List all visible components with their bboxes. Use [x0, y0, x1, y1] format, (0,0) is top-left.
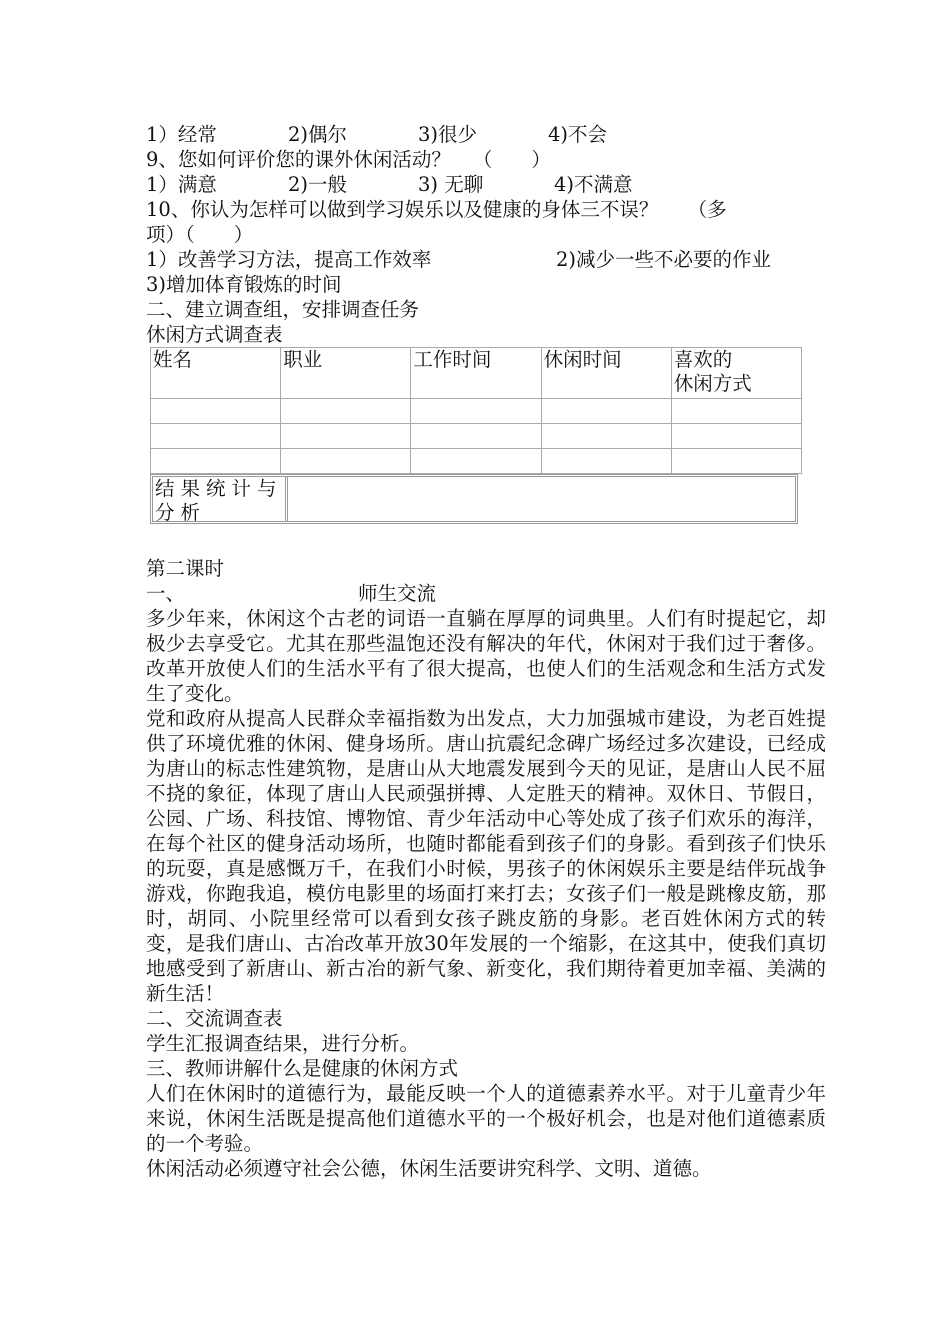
table-row [151, 399, 802, 424]
table-row [151, 424, 802, 449]
q8-option-4: 4)不会 [548, 123, 608, 146]
q9-option-1: 1）满意 [146, 173, 217, 196]
survey-table [150, 347, 802, 474]
q9-blank: （ ） [472, 148, 551, 171]
q10-option-1: 1）改善学习方法，提高工作效率 [146, 248, 432, 271]
q10-question-line2: 项）（ ） [146, 223, 254, 246]
q10-question-line1: 10、你认为怎样可以做到学习娱乐以及健康的身体三不误？ （多 [146, 198, 727, 221]
table-cell[interactable] [541, 399, 671, 424]
lesson2-part1-heading [146, 581, 826, 606]
table-cell[interactable] [671, 399, 801, 424]
lesson2-part2-text: 学生汇报调查结果，进行分析。 [146, 1032, 420, 1055]
header-work-time: 工作时间 [411, 348, 541, 399]
result-analysis-label: 结果统计与分析 [153, 477, 288, 521]
q8-option-1: 1）经常 [146, 123, 217, 146]
q9-options [146, 172, 826, 197]
q9-option-3: 3) 无聊 [418, 173, 484, 196]
header-favorite-leisure: 喜欢的 休闲方式 [671, 348, 801, 399]
lesson2-part1-title: 师生交流 [358, 582, 437, 605]
q10-options-row [146, 247, 826, 272]
q9-option-4: 4)不满意 [554, 173, 633, 196]
q9-text: 9、您如何评价您的课外休闲活动？ [146, 148, 451, 171]
result-analysis-row [150, 474, 798, 524]
q10-option-3: 3)增加体育锻炼的时间 [146, 273, 342, 296]
result-analysis-cell[interactable] [288, 477, 795, 521]
lesson2-part1-number: 一、 [146, 582, 186, 605]
q8-options [146, 122, 826, 147]
q8-option-2: 2)偶尔 [288, 123, 348, 146]
table-cell[interactable] [541, 449, 671, 474]
lesson2-part3-title: 三、教师讲解什么是健康的休闲方式 [146, 1057, 459, 1080]
table-cell[interactable] [281, 424, 411, 449]
lesson2-paragraph-2: 党和政府从提高人民群众幸福指数为出发点，大力加强城市建设，为老百姓提供了环境优雅的休闲、健身场所。唐山抗震纪念碑广场经过多次建设，已经成为唐山的标志性建筑物，是唐山从大地震发展到今天的见证，是唐山人民不屈不挠的象征，体现了唐山人民顽强拼搏、人定胜天的精神。双休日、节假日，公园、广场、科技馆、博物馆、青少年活动中心等处成了孩子们欢乐的海洋，在每个社区的健身活动场所，也随时都能看到孩子们的身影。看到孩子们快乐的玩耍，真是感慨万千，在我们小时候，男孩子的休闲娱乐主要是结伴玩战争游戏，你跑我追，模仿电影里的场面打来打去；女孩子们一般是跳橡皮筋，那时，胡同、小院里经常可以看到女孩子跳皮筋的身影。老百姓休闲方式的转变，是我们唐山、古冶改革开放30年发展的一个缩影，在这其中，使我们真切地感受到了新唐山、新古冶的新气象、新变化，我们期待着更加幸福、美满的新生活！ [146, 707, 826, 1005]
q8-option-3: 3)很少 [418, 123, 478, 146]
table-cell[interactable] [151, 399, 281, 424]
section2-title: 二、建立调查组，安排调查任务 [146, 298, 420, 321]
table-cell[interactable] [281, 449, 411, 474]
q9-question [146, 147, 826, 172]
table-header-row [151, 348, 802, 399]
table-cell[interactable] [411, 424, 541, 449]
table-cell[interactable] [671, 449, 801, 474]
lesson2-paragraph-3: 人们在休闲时的道德行为，最能反映一个人的道德素养水平。对于儿童青少年来说，休闲生活既是提高他们道德水平的一个极好机会，也是对他们道德素质的一个考验。 [146, 1082, 826, 1155]
table-cell[interactable] [541, 424, 671, 449]
q10-option-2: 2)减少一些不必要的作业 [556, 248, 772, 271]
header-occupation: 职业 [281, 348, 411, 399]
table-cell[interactable] [671, 424, 801, 449]
lesson2-paragraph-1: 多少年来，休闲这个古老的词语一直躺在厚厚的词典里。人们有时提起它，却极少去享受它。尤其在那些温饱还没有解决的年代，休闲对于我们过于奢侈。改革开放使人们的生活水平有了很大提高，也使人们的生活观念和生活方式发生了变化。 [146, 607, 826, 705]
q9-option-2: 2)一般 [288, 173, 348, 196]
table-cell[interactable] [151, 449, 281, 474]
header-name: 姓名 [151, 348, 281, 399]
table-cell[interactable] [281, 399, 411, 424]
table-row [151, 449, 802, 474]
table-cell[interactable] [411, 449, 541, 474]
table-cell[interactable] [151, 424, 281, 449]
header-leisure-time: 休闲时间 [541, 348, 671, 399]
lesson2-paragraph-4: 休闲活动必须遵守社会公德，休闲生活要讲究科学、文明、道德。 [146, 1157, 712, 1180]
document-content [146, 122, 826, 1181]
lesson2-title: 第二课时 [146, 557, 225, 580]
table-title: 休闲方式调查表 [146, 323, 283, 346]
table-cell[interactable] [411, 399, 541, 424]
lesson2-part2-title: 二、交流调查表 [146, 1007, 283, 1030]
